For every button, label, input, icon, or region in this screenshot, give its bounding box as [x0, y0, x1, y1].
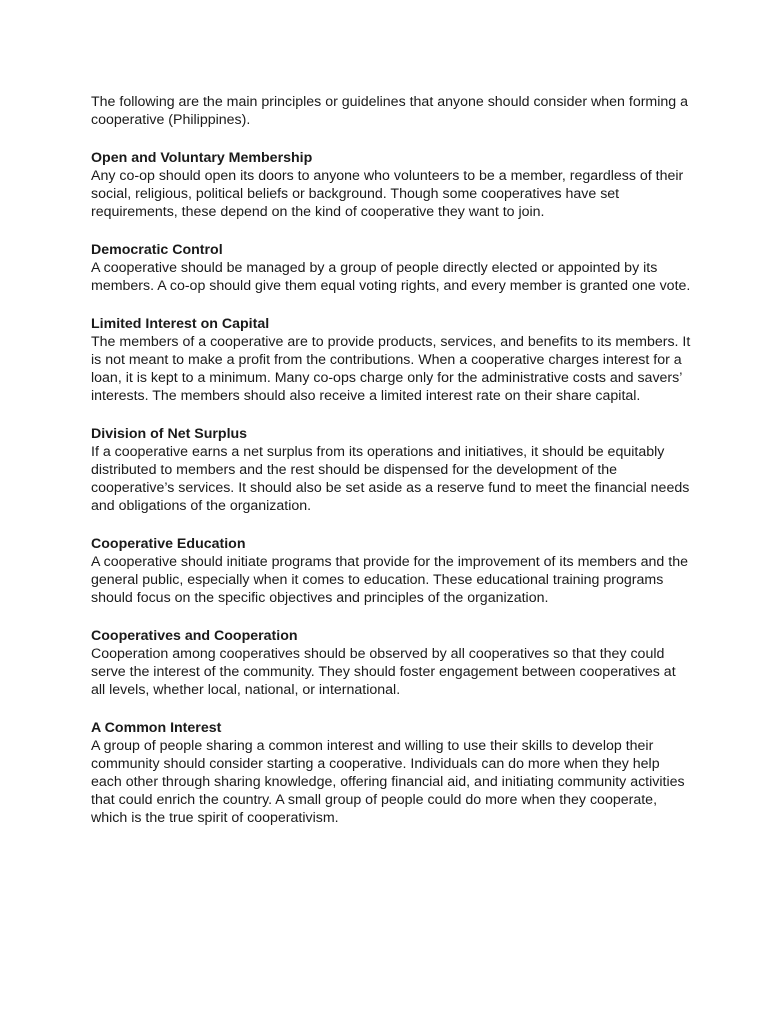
section-body: A cooperative should be managed by a group of people directly elected or appointed by its members. A co-op should give them equal voting rights, and every member is granted one vote. — [91, 260, 691, 294]
section-a-common-interest — [91, 719, 691, 827]
section-body: If a cooperative earns a net surplus from its operations and initiatives, it should be equitably distributed to members and the rest should be dispensed for the development of the cooperative’s services. It should also be set aside as a reserve fund to meet the financial needs and obligations of the organization. — [91, 444, 690, 514]
document-page — [91, 93, 691, 847]
section-democratic-control — [91, 241, 691, 295]
section-limited-interest-on-capital — [91, 315, 691, 405]
section-heading: Division of Net Surplus — [91, 426, 248, 442]
section-cooperatives-and-cooperation — [91, 627, 691, 699]
section-cooperative-education — [91, 535, 691, 607]
section-body: A group of people sharing a common interest and willing to use their skills to develop their community should consider starting a cooperative. Individuals can do more when they help each other through sharing knowledge, offering financial aid, and initiating community activities that could enrich the country. A small group of people could do more when they cooperate, which is the true spirit of cooperativism. — [91, 738, 685, 826]
section-body: A cooperative should initiate programs that provide for the improvement of its members and the general public, especially when it comes to education. These educational training programs should focus on the specific objectives and principles of the organization. — [91, 554, 688, 606]
intro-paragraph: The following are the main principles or guidelines that anyone should consider when forming a cooperative (Philippines). — [91, 94, 689, 128]
section-open-voluntary-membership — [91, 149, 691, 221]
section-division-of-net-surplus — [91, 425, 691, 515]
section-heading: A Common Interest — [91, 720, 222, 736]
section-heading: Open and Voluntary Membership — [91, 150, 313, 166]
section-body: The members of a cooperative are to provide products, services, and benefits to its members. It is not meant to make a profit from the contributions. When a cooperative charges interest for a loan, it is kept to a minimum. Many co-ops charge only for the administrative costs and savers’ interests. The members should also receive a limited interest rate on their share capital. — [91, 334, 691, 404]
section-heading: Cooperative Education — [91, 536, 246, 552]
section-heading: Limited Interest on Capital — [91, 316, 270, 332]
section-body: Any co-op should open its doors to anyone who volunteers to be a member, regardless of their social, religious, political beliefs or background. Though some cooperatives have set requirements, these depend on the kind of cooperative they want to join. — [91, 168, 684, 220]
section-body: Cooperation among cooperatives should be observed by all cooperatives so that they could serve the interest of the community. They should foster engagement between cooperatives at all levels, whether local, national, or international. — [91, 646, 676, 698]
section-heading: Cooperatives and Cooperation — [91, 628, 298, 644]
section-heading: Democratic Control — [91, 242, 223, 258]
